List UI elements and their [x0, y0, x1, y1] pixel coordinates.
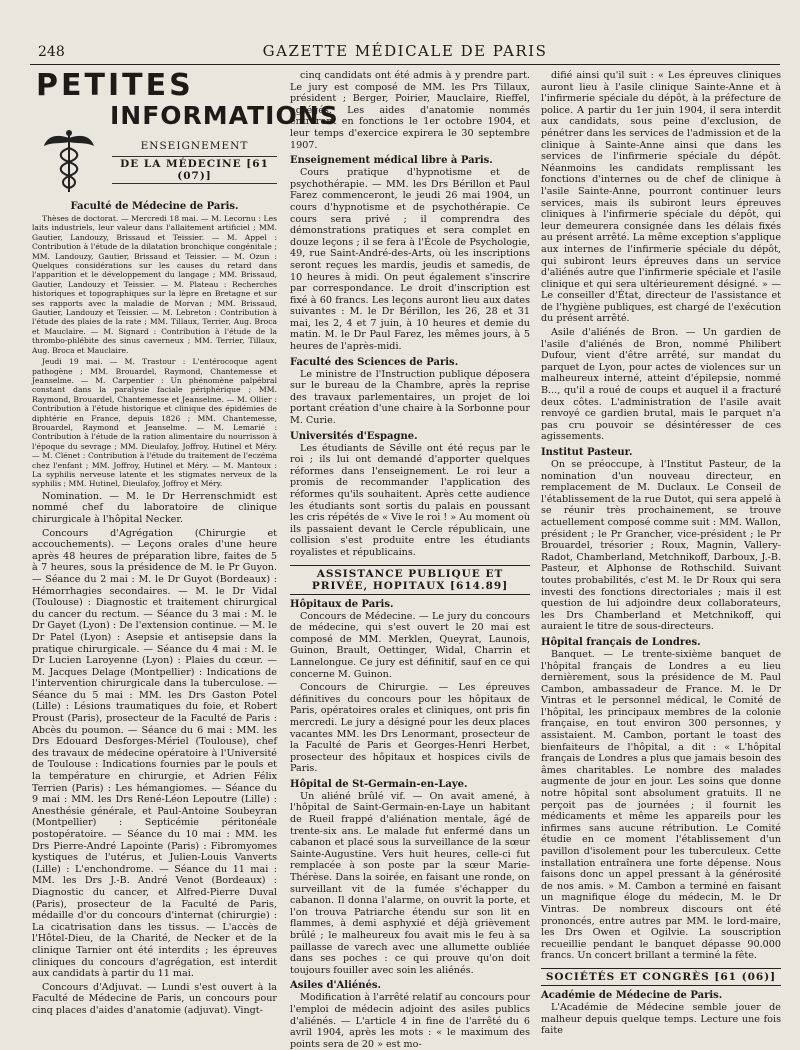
- column-3: [541, 70, 781, 1037]
- rubric-assistance: ASSISTANCE PUBLIQUE ET PRIVÉE, HOPITAUX [614.89]: [290, 565, 530, 595]
- para-hopitaux: Concours de Médecine. — Le jury du concours de médecine, qui s'est ouvert le 20 mai est composé de MM. Merklen, Queyrat, Launois, Guinon, Brault, Oettinger, Widal, Charrin et Lannelongue. Ce jury est définitif, sauf en ce qui concerne M. Guinon.: [290, 610, 530, 680]
- title-institut-pasteur: Institut Pasteur.: [541, 447, 633, 458]
- para-hypnotisme: Cours pratique d'hypnotisme et de psychothérapie. — MM. les Drs Bérillon et Paul Farez commenceront, le jeudi 26 mai 1904, un cours d'hypnotisme et de psychothérapie. Ce cours sera privé ; il comprendra des démonstrations pratiques et sera complet en douze leçons ; il se fera à l'École de Psychologie, 49, rue Saint-André-des-Arts, où les inscriptions seront reçues les mardis, jeudis et samedis, de 10 heures à midi. On peut également s'inscrire par correspondance. Le droit d'inscription est fixé à 60 francs. Les leçons auront lieu aux dates suivantes : M. le Dr Bérillon, les 26, 28 et 31 mai, les 2, 4 et 7 juin, à 10 heures et demie du matin. M. le Dr Paul Farez, les mêmes jours, à 5 heures de l'après-midi.: [290, 167, 530, 353]
- title-academie: Académie de Médecine de Paris.: [541, 989, 723, 1001]
- para-nomination: Nomination. — M. le Dr Herrenschmidt est nommé chef du laboratoire de clinique chirurgicale à l'hôpital Necker.: [32, 490, 277, 525]
- para-saint-germain: Un aliéné brûlé vif. — On avait amené, à l'hôpital de Saint-Germain-en-Laye un habitant de Rueil frappé d'aliénation mentale, âgé de trente-six ans. Le malade fut enfermé dans un cabanon et placé sous la surveillance de la sœur Sainte-Augustine. Vers huit heures, celle-ci fut remplacée à son poste par la sœur Marie-Thérèse. Dans la soirée, en faisant une ronde, on surveillant vit de la fumée s'échapper du cabanon. Il donna l'alarme, on ouvrit la porte, et l'on trouva Patriarche étendu sur son lit en flammes, à demi asphyxié et déjà grièvement brûlé ; le malheureux fou avait mis le feu à sa paillasse de varech avec une allumette oubliée dans ses poches : ce qui prouve qu'on doit toujours fouiller avec soin les aliénés.: [290, 790, 530, 976]
- para-theses: Thèses de doctorat. — Mercredi 18 mai. — M. Lecornu : Les laits industriels, leur valeur dans l'allaitement artificiel ; MM. Gautier, Landouzy, Brissaud et Teissier. — M. Appel : Contribution à l'étude de la dilatation bronchique congénitale ; MM. Landouzy, Gautier, Brissaud et Teissier. — M. Ozun : Quelques considérations sur les causes du retard dans l'apparition et le développement du langage ; MM. Brissaud, Gautier, Landouzy et Teissier. — M. Plateau : Recherches historiques et topographiques sur la lèpre en Bretagne et sur ses rapports avec la maladie de Morvan ; MM. Brissaud, Gautier, Landouzy et Teissier. — M. Lebreton : Contribution à l'étude des plaies de la rate ; MM. Tillaux, Terrier, Aug. Broca et Mauclaire. — M. Signard : Contribution à l'étude de la thrombo-phlébite des sinus caverneux ; MM. Terrier, Tillaux, Aug. Broca et Mauclaire.: [32, 214, 277, 355]
- title-asiles: Asiles d'Aliénés.: [290, 980, 381, 992]
- rubric-medecine: DE LA MÉDECINE [61 (07)]: [112, 156, 277, 184]
- title-hopitaux-paris: Hôpitaux de Paris.: [290, 598, 394, 610]
- para-londres: Banquet. — Le trente-sixième banquet de l'hôpital français de Londres a eu lieu dernièrement, sous la présidence de M. Paul Cambon, ambassadeur de France. M. le Dr Vintras et le personnel médical, le Comité de l'hôpital, les principaux membres de la colonie française, en tout environ 300 personnes, y assistaient. M. Cambon, portant le toast des bienfaiteurs de l'hôpital, a dit : « L'hôpital français de Londres a plus que jamais besoin des âmes charitables. Le nombre des malades augmente de jour en jour. Les soins que donne notre hôpital sont absolument gratuits. Il ne perçoit pas de journées ; il fournit les médicaments et même les appareils pour les infirmes sans aucune rétribution. Le Comité étudie en ce moment l'établissement d'un pavillon d'isolement pour les tuberculeux. Cette installation entraînera une forte dépense. Nous faisons donc un appel pressant à la générosité de nos amis. » M. Cambon a terminé en faisant un magnifique éloge du médecin, M. le Dr Vintras. De nombreux discours ont été prononcés, entre autres par MM. le lord-maire, les Drs Owen et Ogilvie. La souscription recueillie pendant le banquet dépasse 90.000 francs. Un concert brillant a terminé la fête.: [541, 648, 781, 962]
- para-asiles: Modification à l'arrêté relatif au concours pour l'emploi de médecin adjoint des asiles publics d'aliénés. — L'article 4 in fine de l'arrêté du 6 avril 1904, après les mots : « le maximum des points sera de 20 » est mo-: [290, 992, 530, 1050]
- para-adjuvat-cont: cinq candidats ont été admis à y prendre part. Le jury est composé de MM. les Prs Tillaux, président ; Berger, Poirier, Mauclaire, Rieffel, agrégés. Les aides d'anatomie nommés entreront en fonctions le 1er octobre 1904, et leur temps d'exercice expirera le 30 septembre 1907.: [290, 70, 530, 151]
- running-title: GAZETTE MÉDICALE DE PARIS: [262, 42, 548, 60]
- title-enseignement-libre: Enseignement médical libre à Paris.: [290, 155, 493, 167]
- rubric-societes: SOCIÉTÉS ET CONGRÈS [61 (06)]: [541, 968, 781, 986]
- para-concours-agregation: Concours d'Agrégation (Chirurgie et accouchements). — Leçons orales d'une heure après 48 heures de préparation libre, faites de 5 à 7 heures, sous la présidence de M. le Pr Guyon. — Séance du 2 mai : M. le Dr Guyot (Bordeaux) : Hémorrhagies secondaires. — M. le Dr Vidal (Toulouse) : Diagnostic et traitement chirurgical du cancer du rectum. — Séance du 3 mai : M. le Dr Gayet (Lyon) : De l'extension continue. — M. le Dr Patel (Lyon) : Asepsie et antisepsie dans la pratique chirurgicale. — Séance du 4 mai : M. le Dr Lucien Laroyenne (Lyon) : Plaies du cœur. — M. Jacques Delage (Montpellier) : Indications de l'intervention chirurgicale dans la tuberculose. — Séance du 5 mai : MM. les Drs Gaston Potel (Lille) : Lésions traumatiques du foie, et Robert Proust (Paris), prosecteur de la Faculté de Paris : Abcès du poumon. — Séance du 6 mai : MM. les Drs Edouard Desforges-Mériel (Toulouse), chef des travaux de médecine opératoire à l'Université de Toulouse : Indications fournies par le pouls et la température en chirurgie, et Adrien Félix Terrien (Paris) : Les hémangiomes. — Séance du 9 mai : MM. les Drs René-Léon Lepoutre (Lille) : Anesthésie générale, et Paul-Antoine Soubeyran (Montpellier) : Septicémie péritonéale postopératoire. — Séance du 10 mai : MM. les Drs Pierre-André Lapointe (Paris) : Fibromyomes kystiques de l'utérus, et Julien-Louis Vanverts (Lille) : L'enchondrome. — Séance du 11 mai : MM. les Drs J.-B. André Venot (Bordeaux) : Diagnostic du cancer, et Alfred-Pierre Duval (Paris), prosecteur de la Faculté de Paris, médaille d'or du concours d'internat (chirurgie) : La cicatrisation dans les tissus. — L'accès de l'Hôtel-Dieu, de la Charité, de Necker et de la clinique Tarnier ont été interdits ; les épreuves cliniques du concours d'agrégation, est interdit aux candidats à partir du 11 mai.: [32, 527, 277, 980]
- rubric-enseignement: ENSEIGNEMENT: [140, 140, 249, 152]
- para-chirurgie: Concours de Chirurgie. — Les épreuves définitives du concours pour les hôpitaux de Paris, opératoires orales et cliniques, ont pris fin mercredi. Le jury a désigné pour les deux places vacantes MM. les Drs Lenormant, prosecteur de la Faculté de Paris et Georges-Henri Herbet, prosecteur des hôpitaux et hospices civils de Paris.: [290, 682, 530, 775]
- column-2: [290, 70, 531, 1050]
- masthead-informations: INFORMATIONS: [110, 101, 339, 130]
- para-bron: Asile d'aliénés de Bron. — Un gardien de l'asile d'aliénés de Bron, nommé Philibert Dufour, vient d'être arrêté, sur mandat du parquet de Lyon, pour actes de violences sur un malheureux interné, atteint d'épilepsie, nommé B..., qu'il a roué de coups et auquel il a fracturé deux côtes. L'administration de l'asile avait renvoyé ce gardien brutal, mais le parquet n'a pas cru pouvoir se désintéresser de ces agissements.: [541, 327, 781, 443]
- para-pasteur: On se préoccupe, à l'Institut Pasteur, de la nomination d'un nouveau directeur, en remplacement de M. Duclaux. Le Conseil de l'établissement de la rue Dutot, qui sera appelé à se réunir très prochainement, se trouve actuellement composé comme suit : MM. Wallon, président ; le Pr Grancher, vice-président ; le Pr Brouardel, trésorier ; Roux, Magnin, Vallery-Radot, Chamberland, Metchnikoff, Darboux, J.-B. Pasteur, et Alphonse de Rothschild. Suivant toutes probabilités, c'est M. le Dr Roux qui sera investi des fonctions directoriales ; mais il est question de lui adjoindre deux collaborateurs, les Drs Chamberland et Metchnikoff, qui auraient le titre de sous-directeurs.: [541, 459, 781, 633]
- title-saint-germain: Hôpital de St-Germain-en-Laye.: [290, 778, 468, 790]
- para-jeudi: Jeudi 19 mai. — M. Trastour : L'entérocoque agent pathogène ; MM. Brouardel, Raymond, Chantemesse et Jeanselme. — M. Carpentier : Un phénomène palpébral constant dans la paralysie faciale périphérique ; MM. Raymond, Brouardel, Chantemesse et Jeanselme. — M. Ollier : Contribution à l'étude historique et clinique des épidémies de diphtérie en France, depuis 1826 ; MM. Chantemesse, Brouardel, Raymond et Jeanselme. — M. Lemarié : Contribution à l'étude de la ration alimentaire du nourrisson à l'époque du sevrage ; MM. Dieulafoy, Joffroy, Hutinel et Méry. — M. Clénet : Contribution à l'étude du traitement de l'eczéma chez l'enfant ; MM. Joffroy, Hutinel et Méry. — M. Mantoux : La syphilis nerveuse latente et les stigmates nerveux de la syphilis ; MM. Hutinel, Dieulafoy, Joffroy et Méry.: [32, 357, 277, 489]
- masthead: [32, 68, 339, 198]
- page-number: 248: [38, 44, 65, 60]
- para-academie: L'Académie de Médecine semble jouer de malheur depuis quelque temps. Lecture une fois faite: [541, 1001, 781, 1037]
- para-espagne: Les étudiants de Séville ont été reçus par le roi ; ils lui ont demandé d'apporter quelques réformes dans l'enseignement. Le roi leur a promis de recommander l'application des réformes qu'ils souhaitent. Après cette audience les étudiants sont sortis du palais en poussant les cris répétés de « Vive le roi ! » Au moment où ils passaient devant le Cercle républicain, une collision s'est produite entre les étudiants royalistes et républicains.: [290, 442, 531, 558]
- title-hopital-londres: Hôpital français de Londres.: [541, 636, 701, 648]
- section-faculte-medecine: Faculté de Médecine de Paris.: [70, 201, 239, 212]
- masthead-petites: PETITES: [36, 68, 194, 103]
- caduceus-icon: [42, 128, 96, 194]
- title-faculte-sciences: Faculté des Sciences de Paris.: [290, 356, 459, 368]
- para-concours-adjuvat: Concours d'Adjuvat. — Lundi s'est ouvert à la Faculté de Médecine de Paris, un concours pour cinq places d'aides d'anatomie (adjuvat). Vingt-: [32, 981, 277, 1016]
- para-sciences: Le ministre de l'Instruction publique déposera sur le bureau de la Chambre, après la reprise des travaux parlementaires, un projet de loi portant création d'une chaire à la Sorbonne pour M. Curie.: [290, 368, 530, 427]
- para-asiles-cont: difié ainsi qu'il suit : « Les épreuves cliniques auront lieu à l'asile clinique Sainte-Anne et à l'infirmerie spéciale du dépôt, à la préfecture de police. A partir du 1er juin 1904, il sera interdit aux candidats, sous peine d'exclusion, de pénétrer dans les services de l'admission et de la clinique à Sainte-Anne ainsi que dans les services de l'infirmerie spéciale du dépôt. Néanmoins les candidats remplissant les fonctions d'internes ou de chef de clinique à l'asile Sainte-Anne, pourront continuer leurs services, mais ils subiront leurs épreuves cliniques à l'infirmerie spéciale du dépôt, qui leur demeurera consignée dans les délais fixés au présent arrêté. La même exception s'applique aux internes de l'infirmerie spéciale du dépôt, qui subiront leurs épreuves dans un service d'aliénés autre que l'infirmerie spéciale et l'asile clinique et qui sera ultérieurement désigné. » — Le conseiller d'État, directeur de l'assistance et de l'hygiène publiques, est chargé de l'exécution du présent arrêté.: [541, 70, 781, 325]
- title-universites-espagne: Universités d'Espagne.: [290, 430, 418, 442]
- page-header: [30, 40, 780, 65]
